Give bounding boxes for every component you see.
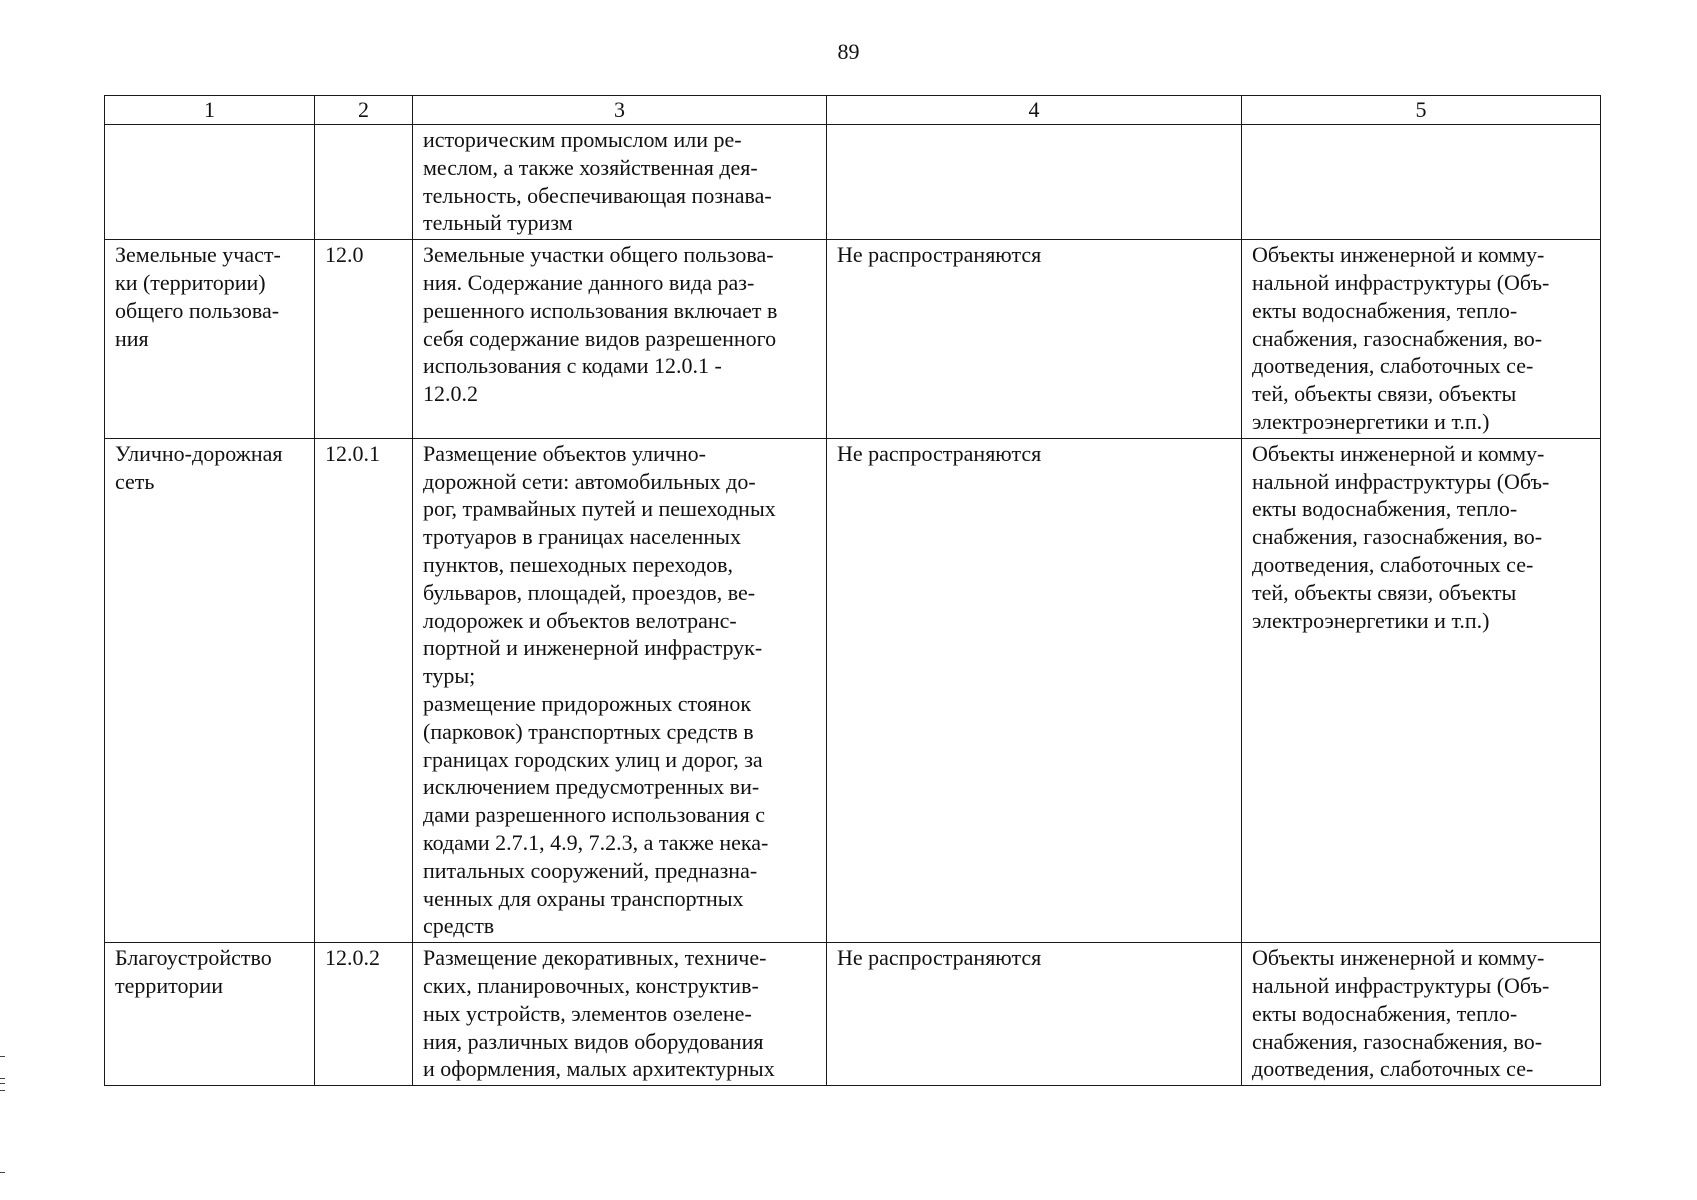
use-description-text: Размещение декоративных, техниче- ских, планировочных, конструктив- ных устройств, элементов озелене- ния, различных видов оборудования и оформления, малых архитектурных [423, 945, 775, 1082]
use-name-cell: Земельные участ- ки (территории) общего пользова- ния [105, 240, 315, 439]
column-4-text: Не распространяются [837, 945, 1042, 971]
table-row [105, 438, 1601, 942]
scan-edge-mark [0, 1078, 5, 1079]
use-description-cell [413, 943, 827, 1086]
use-code-text: 12.0.2 [325, 945, 380, 971]
column-4-cell [827, 125, 1242, 240]
scan-edge-mark [0, 1090, 5, 1091]
use-description-cell: Размещение объектов улично- дорожной сети: автомобильных до- рог, трамвайных путей и пешеходных тротуаров в границах населенных пунктов, пешеходных переходов, бульваров, площадей, проездов, ве- лодорожек и объектов велотранс- портной и инженерной инфраструк- туры; размещение придорожных стоянок (парковок) транспортных средств в границах городских улиц и дорог, за исключением предусмотренных ви- дами разрешенного использования с кодами 2.7.1, 4.9, 7.2.3, а также нека- питальных сооружений, предназна- ченных для охраны транспортных средств [413, 438, 827, 942]
use-name-cell [105, 125, 315, 240]
table-row [105, 125, 1601, 240]
use-code-cell: 12.0 [315, 240, 413, 439]
use-name-cell: Улично-дорожная сеть [105, 438, 315, 942]
table-row [105, 240, 1601, 439]
column-5-text: Объекты инженерной и комму- нальной инфраструктуры (Объ- екты водоснабжения, тепло- снабжения, газоснабжения, во- доотведения, слаботочных се- [1252, 945, 1550, 1082]
column-4-cell [827, 943, 1242, 1086]
column-header: 4 [827, 96, 1242, 125]
use-description-cell: историческим промыслом или ре- меслом, а также хозяйственная дея- тельность, обеспечивающая познава- тельный туризм [413, 125, 827, 240]
scan-edge-mark [0, 1083, 5, 1084]
use-name-cell [105, 943, 315, 1086]
table-header-row [105, 96, 1601, 125]
column-5-cell: Объекты инженерной и комму- нальной инфраструктуры (Объ- екты водоснабжения, тепло- снабжения, газоснабжения, во- доотведения, слаботочных се- тей, объекты связи, объекты электроэнергетики и т.п.) [1242, 438, 1601, 942]
column-4-cell: Не распространяются [827, 240, 1242, 439]
column-5-cell [1242, 943, 1601, 1086]
column-header: 2 [315, 96, 413, 125]
use-description-cell: Земельные участки общего пользова- ния. Содержание данного вида раз- решенного использования включает в себя содержание видов разрешенного использования с кодами 12.0.1 - 12.0.2 [413, 240, 827, 439]
use-code-cell [315, 125, 413, 240]
land-use-table [104, 95, 1601, 1086]
scan-edge-mark [0, 1172, 5, 1173]
use-code-cell: 12.0.1 [315, 438, 413, 942]
column-5-cell [1242, 125, 1601, 240]
scan-edge-mark [0, 1056, 5, 1057]
page-number: 89 [837, 39, 860, 64]
column-header: 5 [1242, 96, 1601, 125]
column-5-cell: Объекты инженерной и комму- нальной инфраструктуры (Объ- екты водоснабжения, тепло- снабжения, газоснабжения, во- доотведения, слаботочных се- тей, объекты связи, объекты электроэнергетики и т.п.) [1242, 240, 1601, 439]
table-row [105, 943, 1601, 1086]
use-code-cell [315, 943, 413, 1086]
column-header: 1 [105, 96, 315, 125]
column-header: 3 [413, 96, 827, 125]
use-name-text: Благоустройство территории [115, 945, 272, 998]
column-4-cell: Не распространяются [827, 438, 1242, 942]
